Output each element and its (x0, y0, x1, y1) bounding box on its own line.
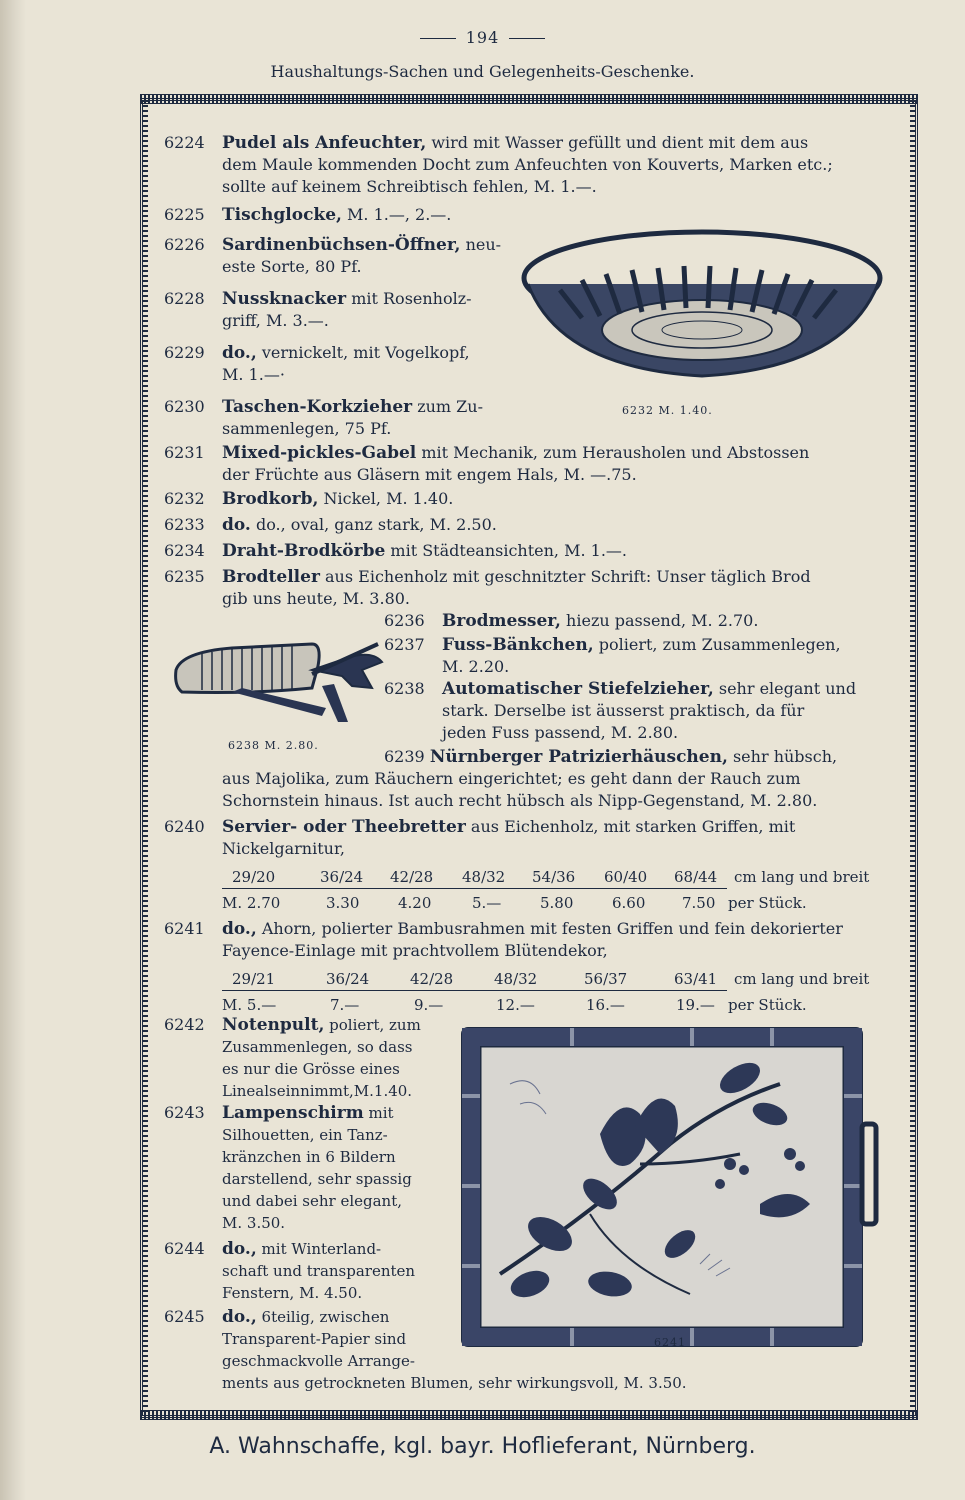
entry-name: do., (222, 1307, 257, 1327)
entry-text: M. 1.—, 2.—. (347, 205, 452, 224)
entry-text: neu- (465, 235, 502, 254)
entry-text: mit Winterland- (261, 1240, 382, 1258)
entry-text: und dabei sehr elegant, (222, 1192, 403, 1210)
price-suffix: per Stück. (728, 894, 807, 912)
price-cell: 5.80 (540, 894, 574, 912)
entry-text: es nur die Grösse eines (222, 1060, 400, 1078)
entry-text: dem Maule kommenden Docht zum Anfeuchten von Kouverts, Marken etc.; (222, 155, 833, 174)
entry-text: este Sorte, 80 Pf. (222, 257, 362, 276)
entry-text: Schornstein hinaus. Ist auch recht hübsch als Nipp-Gegenstand, M. 2.80. (222, 791, 818, 810)
entry-text: mit Mechanik, zum Herausholen und Abstossen (421, 443, 810, 462)
bootjack-illustration (172, 630, 390, 730)
table-rule (222, 888, 727, 889)
price-cell: 16.— (586, 996, 625, 1014)
entry-number: 6244 (164, 1239, 205, 1258)
entry-text: kränzchen in 6 Bildern (222, 1148, 396, 1166)
entry-text: mit (368, 1104, 394, 1122)
entry-text: aus Majolika, zum Räuchern eingerichtet; es geht dann der Rauch zum (222, 769, 801, 788)
price-cell: M. 2.70 (222, 894, 281, 912)
entry-text: ments aus getrockneten Blumen, sehr wirkungsvoll, M. 3.50. (222, 1374, 687, 1392)
entry-name: Nussknacker (222, 289, 347, 309)
entry-number: 6234 (164, 541, 205, 560)
entry-text: M. 1.—· (222, 365, 285, 384)
entry-number: 6226 (164, 235, 205, 254)
size-cell: 42/28 (410, 970, 454, 988)
size-cell: 68/44 (674, 868, 718, 886)
entry-text: do., oval, ganz stark, M. 2.50. (255, 515, 497, 534)
entry-name: do. (222, 515, 251, 535)
price-table-6241 (222, 968, 890, 1018)
page-number: 194 (0, 28, 965, 47)
size-cell: 54/36 (532, 868, 576, 886)
entry-text: hiezu passend, M. 2.70. (566, 611, 759, 630)
entry-number: 6238 (384, 679, 425, 698)
entry-number: 6245 (164, 1307, 205, 1326)
entry-number: 6243 (164, 1103, 205, 1122)
entry-text: stark. Derselbe ist äusserst praktisch, da für (442, 701, 805, 720)
size-suffix: cm lang und breit (734, 970, 870, 988)
entry-number: 6224 (164, 133, 205, 152)
price-cell: 4.20 (398, 894, 432, 912)
price-suffix: per Stück. (728, 996, 807, 1014)
price-cell: 19.— (676, 996, 715, 1014)
entry-text: zum Zu- (417, 397, 484, 416)
entry-number: 6242 (164, 1015, 205, 1034)
entry-name: Draht-Brodkörbe (222, 541, 386, 561)
size-cell: 63/41 (674, 970, 718, 988)
entry-text: griff, M. 3.—. (222, 311, 329, 330)
entry-number: 6232 (164, 489, 205, 508)
price-cell: 12.— (496, 996, 535, 1014)
entry-text: wird mit Wasser gefüllt und dient mit dem aus (431, 133, 809, 152)
entry-text: aus Eichenholz mit geschnitzter Schrift: Unser täglich Brod (325, 567, 811, 586)
entry-number: 6239 (384, 747, 425, 766)
price-cell: 7.— (330, 996, 360, 1014)
entry-text: gib uns heute, M. 3.80. (222, 589, 411, 608)
entry-name: Brodmesser, (442, 611, 561, 631)
entry-name: do., (222, 343, 257, 363)
entry-text: M. 2.20. (442, 657, 510, 676)
entry-text: Zusammenlegen, so dass (222, 1038, 413, 1056)
entry-number: 6237 (384, 635, 425, 654)
caption-basket: 6232 M. 1.40. (622, 404, 713, 417)
entry-text: aus Eichenholz, mit starken Griffen, mit (470, 817, 796, 836)
price-cell: 6.60 (612, 894, 646, 912)
entry-text: Ahorn, polierter Bambusrahmen mit festen Griffen und fein dekorierter (261, 919, 843, 938)
entry-name: do., (222, 1239, 257, 1259)
entry-text: 6teilig, zwischen (261, 1308, 390, 1326)
entry-text: mit Städteansichten, M. 1.—. (390, 541, 627, 560)
entry-number: 6235 (164, 567, 205, 586)
entry-text: schaft und transparenten (222, 1262, 416, 1280)
entry-text: Fenstern, M. 4.50. (222, 1284, 363, 1302)
entry-name: Fuss-Bänkchen, (442, 635, 594, 655)
bread-basket-illustration (520, 218, 885, 398)
entry-text: der Früchte aus Gläsern mit engem Hals, M. —.75. (222, 465, 637, 484)
entry-text: poliert, zum (329, 1016, 421, 1034)
entry-text: Transparent-Papier sind (222, 1330, 407, 1348)
entry-name: Automatischer Stiefelzieher, (442, 679, 714, 699)
entry-text: darstellend, sehr spassig (222, 1170, 412, 1188)
entry-number: 6225 (164, 205, 205, 224)
entry-name: Notenpult, (222, 1015, 325, 1035)
entry-text: sammenlegen, 75 Pf. (222, 419, 392, 438)
entry-name: do., (222, 919, 257, 939)
entry-number: 6231 (164, 443, 205, 462)
entry-text: vernickelt, mit Vogelkopf, (261, 343, 470, 362)
serving-tray-illustration (440, 1014, 882, 1354)
price-table-6240 (222, 866, 890, 916)
size-cell: 36/24 (320, 868, 364, 886)
page-header-title: Haushaltungs-Sachen und Gelegenheits-Geschenke. (270, 62, 695, 81)
entry-text: sehr hübsch, (732, 747, 838, 766)
entry-name: Sardinenbüchsen-Öffner, (222, 235, 461, 255)
table-rule (222, 990, 727, 991)
entry-text: geschmackvolle Arrange- (222, 1352, 415, 1370)
price-cell: 9.— (414, 996, 444, 1014)
entry-number: 6241 (164, 919, 205, 938)
entry-text: Silhouetten, ein Tanz- (222, 1126, 388, 1144)
entry-number: 6230 (164, 397, 205, 416)
frame-band-left (142, 100, 148, 1412)
size-cell: 42/28 (390, 868, 434, 886)
size-cell: 56/37 (584, 970, 628, 988)
entry-number: 6228 (164, 289, 205, 308)
frame-band-bottom (140, 1410, 918, 1420)
size-suffix: cm lang und breit (734, 868, 870, 886)
price-cell: 7.50 (682, 894, 716, 912)
size-cell: 60/40 (604, 868, 648, 886)
price-cell: M. 5.— (222, 996, 277, 1014)
size-cell: 48/32 (494, 970, 538, 988)
caption-tray: 6241 (654, 1336, 686, 1349)
size-cell: 36/24 (326, 970, 370, 988)
price-cell: 3.30 (326, 894, 360, 912)
book-spine (0, 0, 26, 1500)
entry-text: Linealseinnimmt,M.1.40. (222, 1082, 413, 1100)
entry-text: poliert, zum Zusammenlegen, (598, 635, 841, 654)
entry-number: 6233 (164, 515, 205, 534)
entry-number: 6236 (384, 611, 425, 630)
entry-text: sehr elegant und (718, 679, 857, 698)
entry-name: Taschen-Korkzieher (222, 397, 413, 417)
entry-text: jeden Fuss passend, M. 2.80. (442, 723, 679, 742)
entry-number: 6240 (164, 817, 205, 836)
entry-name: Mixed-pickles-Gabel (222, 443, 417, 463)
entry-name: Nürnberger Patrizierhäuschen, (429, 747, 728, 767)
entry-name: Brodkorb, (222, 489, 319, 509)
size-cell: 48/32 (462, 868, 506, 886)
entry-text: Nickelgarnitur, (222, 839, 345, 858)
size-cell: 29/20 (232, 868, 276, 886)
entry-text: mit Rosenholz- (351, 289, 472, 308)
entry-text: M. 3.50. (222, 1214, 286, 1232)
entry-name: Pudel als Anfeuchter, (222, 133, 427, 153)
price-cell: 5.— (472, 894, 502, 912)
frame-band-top (140, 94, 918, 104)
page-footer: A. Wahnschaffe, kgl. bayr. Hoflieferant, Nürnberg. (209, 1434, 756, 1459)
entry-name: Tischglocke, (222, 205, 342, 225)
frame-band-right (910, 100, 916, 1412)
entry-name: Servier- oder Theebretter (222, 817, 466, 837)
size-cell: 29/21 (232, 970, 276, 988)
entry-name: Lampenschirm (222, 1103, 364, 1123)
entry-name: Brodteller (222, 567, 320, 587)
entry-text: Fayence-Einlage mit prachtvollem Blütendekor, (222, 941, 608, 960)
entry-number: 6229 (164, 343, 205, 362)
entry-text: Nickel, M. 1.40. (323, 489, 454, 508)
caption-bootjack: 6238 M. 2.80. (228, 739, 319, 752)
entry-text: sollte auf keinem Schreibtisch fehlen, M. 1.—. (222, 177, 597, 196)
